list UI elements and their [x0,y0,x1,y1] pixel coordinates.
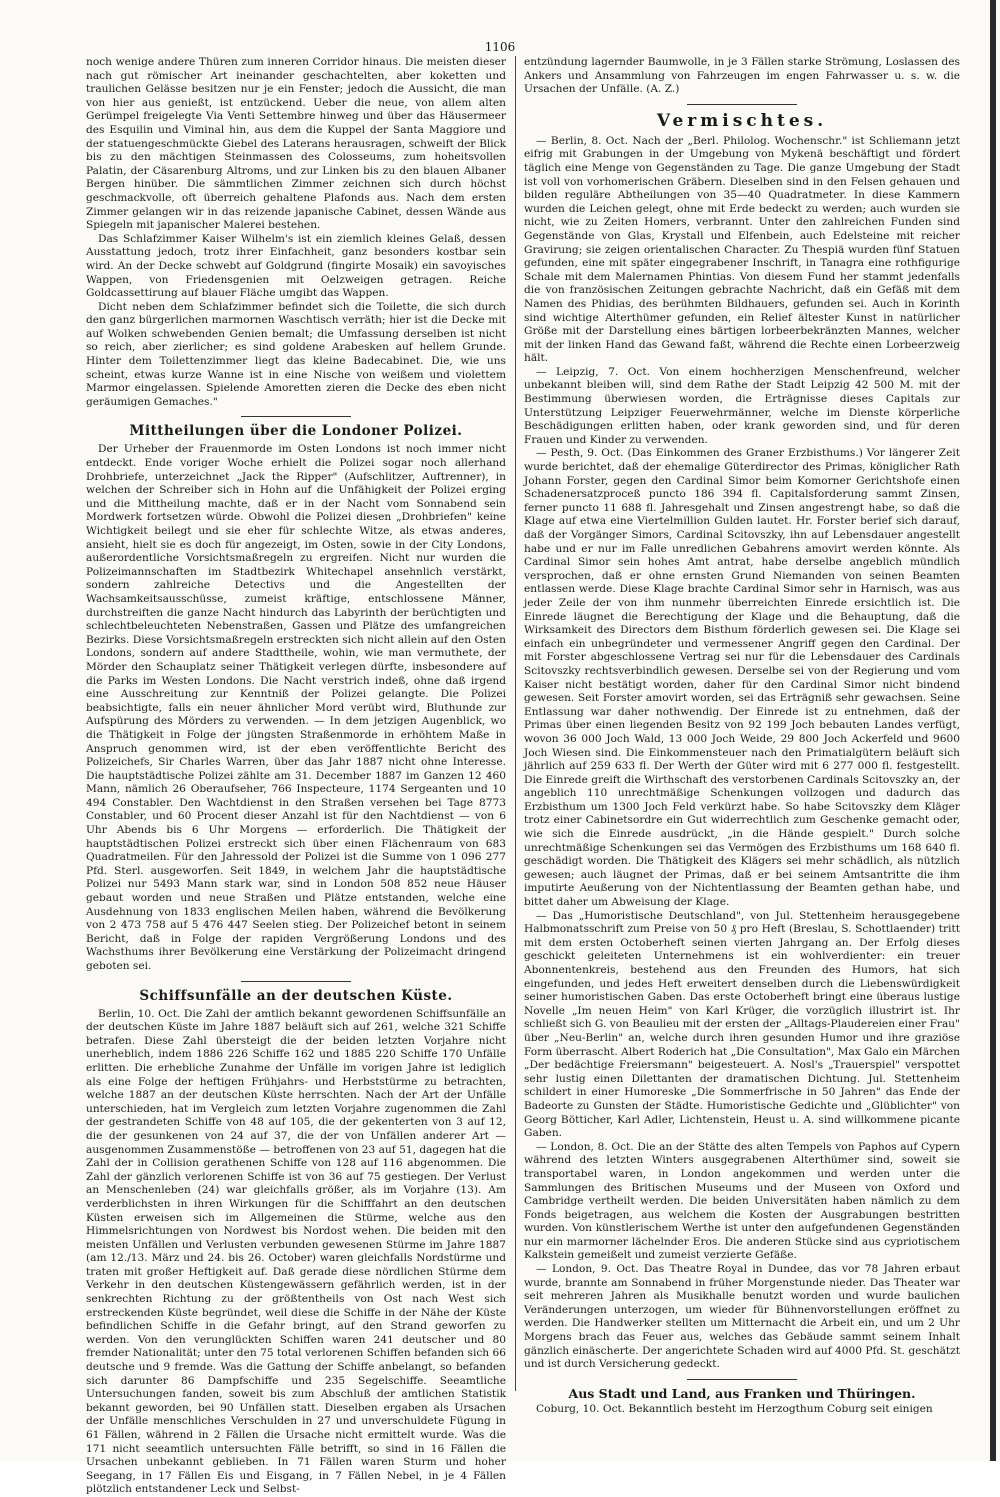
berlin-news-paragraph: — Berlin, 8. Oct. Nach der „Berl. Philolog. Wochenschr." ist Schliemann jetzt eifrig mit Grabungen in der Umgebung von Mykenä beschäftigt und fördert täglich eine Menge von Gegenständen zu Tage. Die ganze Umgebung der Stadt ist voll von vorhomerischen Gräbern. Dieselben sind in den Felsen gehauen und bilden reguläre Abtheilungen von 35—40 Quadratmeter. In diese Kammern wurden die Leichen gelegt, ohne mit Erde bedeckt zu werden; auch wurden sie nicht, wie zu Zeiten Homers, verbrannt. Unter den zahlreichen Funden sind Gegenstände von Glas, Krystall und Elfenbein, auch Edelsteine mit reicher Gravirung; sie zeigen orientalischen Character. Zu Thespiä wurden fünf Statuen gefunden, eine mit später eingegrabener Inschrift, in Tanagra eine rothfigurige Schale mit dem Malernamen Phintias. Von diesem Fund her stammt jedenfalls die von französischen Zeitungen gebrachte Nachricht, daß ein Gefäß mit dem Namen des Phidias, des berühmten Bildhauers, gefunden sei. Auch in Korinth sind wichtige Alterthümer gefunden, ein Relief ältester Kunst in natürlicher Größe mit der Darstellung eines bärtigen lorbeerbekränzten Mannes, welcher mit der linken Hand das Gewand faßt, während die Rechte einen Lorbeerzweig hält. [524,134,960,365]
ship-accidents-paragraph: Berlin, 10. Oct. Die Zahl der amtlich bekannt gewordenen Schiffsunfälle an der deutschen Küste im Jahre 1887 beläuft sich auf 261, welche 321 Schiffe betrafen. Diese Zahl übersteigt die der beiden letzten Vorjahre nicht unerheblich, indem 1886 226 Schiffe 162 und 1885 220 Schiffe 170 Unfälle erlitten. Die erhebliche Zunahme der Unfälle im vorigen Jahre ist lediglich als eine Folge der heftigen Frühjahrs- und Herbststürme zu betrachten, welche 1887 an der deutschen Küste herrschten. Nach der Art der Unfälle unterschieden, hat im Vergleich zum letzten Vorjahre zugenommen die Zahl der gestrandeten Schiffe von 48 auf 105, die der gekenterten von 3 auf 12, die der gesunkenen von 24 auf 37, die der von Unfällen anderer Art — ausgenommen Zusammenstöße — betroffenen von 23 auf 51, dagegen hat die Zahl der in Collision gerathenen Schiffe von 128 auf 116 abgenommen. Die Zahl der gänzlich verlorenen Schiffe ist von 36 auf 75 gestiegen. Der Verlust an Menschenleben (24) war gleichfalls größer, als im Vorjahre (13). Am verderblichsten in ihren Wirkungen für die Schifffahrt an den deutschen Küsten erweisen sich im Allgemeinen die Stürme, welche aus den Himmelsrichtungen von Nordwest bis Nordost wehen. Die beiden mit den meisten Unfällen und Verlusten verbunden gewesenen Stürme im Jahre 1887 (am 12./13. März und 24. bis 26. October) waren gleichfalls Nordstürme und traten mit großer Heftigkeit auf. Daß gerade diese nördlichen Stürme dem Verkehr in den deutschen Küstengewässern gefährlich werden, ist in der senkrechten Richtung zu der größtentheils von Ost nach West sich erstreckenden Küste begründet, weil diese die Schiffe in der Nähe der Küste befindlichen Schiffe in die Gefahr bringt, auf den Strand geworfen zu werden. Von den verunglückten Schiffen waren 241 deutscher und 80 fremder Nationalität; unter den 75 total verlorenen Schiffen befanden sich 66 deutsche und 9 fremde. Was die Gattung der Schiffe anbelangt, so befanden sich darunter 86 Dampfschiffe und 235 Segelschiffe. Seeamtliche Untersuchungen fanden, soweit bis zum Abschluß der amtlichen Statistik bekannt geworden, bei 90 Unfällen statt. Dieselben ergaben als Ursachen der Unfälle menschliches Verschulden in 27 und unverschuldete Fügung in 61 Fällen, während in 2 Fällen die Ursache nicht ermittelt wurde. Was die 171 nicht seeamtlich untersuchten Fälle betrifft, so sind in 16 Fällen die Ursachen unbekannt geblieben. In 71 Fällen waren Sturm und hoher Seegang, in 17 Fällen Eis und Eisgang, in 7 Fällen Nebel, in je 4 Fällen plötzlich entstandener Leck und Selbst- [86,1007,506,1496]
section-divider [687,1379,797,1380]
bedroom-paragraph: Das Schlafzimmer Kaiser Wilhelm's ist ein ziemlich kleines Gelaß, dessen Ausstattung jedoch, trotz ihrer Einfachheit, ganz besonders kostbar sein wird. An der Decke schwebt auf Goldgrund (fingirte Mosaik) ein savoyisches Wappen, von Friedensgenien mit Oelzweigen getragen. Reiche Goldcassettirung auf blauer Fläche umgibt das Wappen. [86,232,506,300]
ship-accidents-continuation: entzündung lagernder Baumwolle, in je 3 Fällen starke Strömung, Loslassen des Ankers und Ansammlung von Fahrzeugen im engen Fahrwasser u. s. w. die Ursachen der Unfälle. (A. Z.) [524,56,960,96]
humoristisches-deutschland-paragraph: — Das „Humoristische Deutschland", von Jul. Stettenheim herausgegebene Halbmonatsschrift zum Preise von 50 ₰ pro Heft (Breslau, S. Schottlaender) tritt mit dem ersten Octoberheft seinen vierten Jahrgang an. Der Erfolg dieses geschickt geleiteten Unternehmens ist ein wohlverdienter: ein treuer Abonnentenkreis, bestehend aus den Freunden des Humors, hat sich eingefunden, und jedes Heft erweitert denselben durch die Liebenswürdigkeit seiner humoristischen Gaben. Das erste Octoberheft bringt eine überaus lustige Novelle „Im neuen Heim" von Karl Krüger, die vorzüglich illustrirt ist. Ihr schließt sich G. von Beaulieu mit der ersten der „Alltags-Plaudereien einer Frau" über „Neu-Berlin" an, welche durch ihren gesunden Humor und ihre graziöse Form überrascht. Albert Roderich hat „Die Consultation", Max Galo ein Märchen „Der bedächtige Freiersmann" beigesteuert. A. Nosl's „Trauerspiel" verspottet sehr lustig einen Dilettanten der dramatischen Dichtung. Jul. Stettenheim schildert in einer Humoreske „Die Sommerfrische in 50 Jahren" das Ende der Badeorte zu Gunsten der Städte. Humoristische Gedichte und „Glüblichter" von Georg Bötticher, Karl Adler, Lichtenstein, Heust u. A. sind willkommene picante Gaben. [524,909,960,1140]
pesth-news-paragraph: — Pesth, 9. Oct. (Das Einkommen des Graner Erzbisthums.) Vor längerer Zeit wurde berichtet, daß der ehemalige Güterdirector des Primas, königlicher Rath Johann Forster, gegen den Cardinal Simor beim Komorner Gerichtshofe einen Schadenersatzproceß puncto 186 394 fl. Capitalsforderung sammt Zinsen, ferner puncto 11 688 fl. Jahresgehalt und Zinsen angestrengt habe, so daß die Klage auf etwa eine Viertelmillion Gulden lautet. Hr. Forster berief sich darauf, daß der Vorgänger Simors, Cardinal Scitovszky, ihn auf Lebensdauer angestellt habe und er nur im Falle unredlichen Gebahrens amovirt werden könnte. Als Cardinal Simor sein hohes Amt antrat, habe derselbe angeblich mündlich versprochen, daß er ohne ernsten Grund Niemanden von seinen Beamten entlassen werde. Diese Klage brachte Cardinal Simor sehr in Harnisch, was aus jeder Zeile der von ihm nunmehr überreichten Einrede ersichtlich ist. Die Einrede läugnet die Berechtigung der Klage und die Behauptung, daß die Wirksamkeit des Directors dem Bisthum förderlich gewesen sei. Die Klage sei einfach ein unbegründeter und vermessener Angriff gegen den Cardinal. Der mit Forster abgeschlossene Vertrag sei nur für die Lebensdauer des Cardinals Scitovszky rechtsverbindlich gewesen. Derselbe sei von der Regierung und vom Kaiser nicht bestätigt worden, daher für den Cardinal Simor nicht bindend gewesen. Seit Forster amovirt worden, sei das Erträgniß sehr gewachsen. Seine Entlassung war daher nothwendig. Der Einrede ist zu entnehmen, daß der Primas über einen liegenden Besitz von 92 199 Joch bebauten Landes verfügt, wovon 36 000 Joch Wald, 13 000 Joch Weide, 29 800 Joch Ackerfeld und 9600 Joch Wiesen sind. Die Einkommensteuer nach den Primatialgütern beläuft sich jährlich auf 259 633 fl. Der Werth der Güter wird mit 6 277 000 fl. festgestellt. Die Einrede greift die Wirthschaft des verstorbenen Cardinals Scitovszky an, der angeblich 110 unrechtmäßige Schenkungen vollzogen und dadurch das Erzbisthum um 1300 Joch Feld verkürzt habe. So habe Scitovszky dem Kläger trotz einer Cabinetsordre ein Gut widerrechtlich zum Geschenke gemacht oder, wie sich die Einrede ausdrückt, „in die Hände gespielt." Durch solche unrechtmäßige Schenkungen sei das Vermögen des Erzbisthums um 168 640 fl. geschädigt worden. Die Thätigkeit des Klägers sei mehr schädlich, als nützlich gewesen; auch läugnet der Primas, daß er bei seinem Amtsantritte die ihm imputirte Aeußerung von der Nichtentlassung der Beamten gethan habe, und bittet daher um Abweisung der Klage. [524,447,960,909]
section-divider [241,416,351,417]
london-police-heading: Mittheilungen über die Londoner Polizei. [129,423,463,440]
vermischtes-heading: Vermischtes. [656,110,828,131]
london-police-paragraph: Der Urheber der Frauenmorde im Osten Londons ist noch immer nicht entdeckt. Ende voriger Woche erhielt die Polizei sogar noch allerhand Drohbriefe, unterzeichnet „Jack the Ripper" (Aufschlitzer, Auftrenner), in welchen der Schreiber sich in Hohn auf die Unfähigkeit der Polizei erging und die Mittheilung machte, daß er in der Nacht vom Sonnabend sein Mordwerk fortsetzen würde. Obwohl die Polizei diesen „Drohbriefen" keine Wichtigkeit beilegt und sie eher für schlechte Witze, als etwas anderes, ansieht, hielt sie es doch für angezeigt, im Osten, sowie in der City Londons, außerordentliche Vorsichtsmaßregeln zu ergreifen. Nicht nur wurden die Polizeimannschaften im Stadtbezirk Whitechapel ansehnlich verstärkt, sondern zahlreiche Detectivs und die Angestellten der Wachsamkeitsausschüsse, zumeist kräftige, entschlossene Männer, durchstreiften die ganze Nacht hindurch das Labyrinth der berüchtigten und schlechtbeleuchteten Nebenstraßen, Gassen und Plätze des umfangreichen Bezirks. Diese Vorsichtsmaßregeln erstreckten sich nicht allein auf den Osten Londons, sondern auf andere Stadttheile, wohin, wie man vermuthete, der Mörder den Schauplatz seiner Thätigkeit verlegen dürfte, insbesondere auf die Parks im Westen Londons. Die Nacht verstrich indeß, ohne daß irgend eine Ausschreitung zur Kenntniß der Polizei gelangte. Die Polizei beabsichtigte, falls ein neuer ähnlicher Mord verübt wird, Bluthunde zur Aufspürung des Mörders zu verwenden. — In dem jetzigen Augenblick, wo die Thätigkeit in Folge der jüngsten Straßenmorde in erhöhtem Maße in Anspruch genommen wird, ist der eben veröffentlichte Bericht des Polizeichefs, Sir Charles Warren, über das Jahr 1887 nicht ohne Interesse. Die hauptstädtische Polizei zählte am 31. December 1887 im Ganzen 12 460 Mann, nämlich 26 Oberaufseher, 766 Inspecteure, 1174 Sergeanten und 10 494 Constabler. Den Wachtdienst in den Straßen versehen bei Tage 8773 Constabler, und 60 Procent dieser Anzahl ist für den Nachtdienst — von 6 Uhr Abends bis 6 Uhr Morgens — erforderlich. Die Thätigkeit der hauptstädtischen Polizei erstreckt sich über einen Flächenraum von 683 Quadratmeilen. Für den Jahressold der Polizei ist die Summe von 1 096 277 Pfd. Sterl. ausgeworfen. Seit 1849, in welchem Jahr die hauptstädtische Polizei nur 5493 Mann stark war, sind in London 508 852 neue Häuser gebaut worden und neue Straßen und Plätze entstanden, welche eine Ausdehnung von 1833 englischen Meilen haben, während die Bevölkerung von 2 473 758 auf 5 476 447 Seelen stieg. Der Polizeichef betont in seinem Bericht, daß in Folge der rapiden Vergrößerung Londons und des Wachsthums ihrer Bevölkerung eine Verstärkung der Polizeimacht dringend geboten sei. [86,443,506,972]
ship-accidents-heading: Schiffsunfälle an der deutschen Küste. [139,987,453,1004]
page-number: 1106 [484,40,516,54]
london-paphos-paragraph: — London, 8. Oct. Die an der Stätte des alten Tempels von Paphos auf Cypern während des letzten Winters ausgegrabenen Alterthümer sind, soweit sie transportabel waren, in London angekommen und werden unter die Sammlungen des Britischen Museums und der Museen von Oxford und Cambridge vertheilt werden. Die beiden Universitäten haben nämlich zu dem Fonds beigetragen, aus welchem die Kosten der Ausgrabungen bestritten wurden. Von künstlerischem Werthe ist unter den aufgefundenen Gegenständen nur ein marmorner lächelnder Eros. Die anderen Stücke sind aus cypriotischem Kalkstein gemeißelt und zumeist verzierte Gefäße. [524,1140,960,1262]
leipzig-news-paragraph: — Leipzig, 7. Oct. Von einem hochherzigen Menschenfreund, welcher unbekannt bleiben will, sind dem Rathe der Stadt Leipzig 42 500 M. mit der Bestimmung überwiesen worden, die Erträgnisse dieses Capitals zur Unterstützung Leipziger Feuerwehrmänner, welche im Dienste körperliche Beschädigungen erlitten haben, oder krank geworden sind, und für deren Frauen und Kinder zu verwenden. [524,365,960,446]
left-column [86,56,506,1496]
london-dundee-paragraph: — London, 9. Oct. Das Theatre Royal in Dundee, das vor 78 Jahren erbaut wurde, brannte am Sonnabend in früher Morgenstunde nieder. Das Theater war seit mehreren Jahren als Musikhalle benutzt worden und wurde baulichen Veränderungen unterzogen, um wieder für Bühnenvorstellungen eröffnet zu werden. Die Handwerker stellten um Mitternacht die Arbeit ein, und um 2 Uhr Morgens brach das Feuer aus, welches das Gebäude sammt seinem Inhalt gänzlich einäscherte. Der angerichtete Schaden wird auf 4000 Pfd. St. geschätzt und ist durch Versicherung gedeckt. [524,1263,960,1371]
article-continuation-paragraph: noch wenige andere Thüren zum inneren Corridor hinaus. Die meisten dieser nach gut römischer Art ineinander geschachtelten, aber koketten und traulichen Gelässe besitzen nur je ein Fenster; jedoch die Aussicht, die man von hier aus genießt, ist entzückend. Ueber die neue, von allem alten Gerümpel freigelegte Via Venti Settembre hinweg und über das Häusermeer des Esquilin und Viminal hin, aus dem die Kuppel der Santa Maggiore und der statuengeschmückte Giebel des Laterans herausragen, schweift der Blick bis zu den mächtigen Steinmassen des Colosseums, zum hoheitsvollen Palatin, der Cäsarenburg Altroms, und zur Linken bis zu den blauen Albaner Bergen hinüber. Die sämmtlichen Zimmer zeichnen sich durch höchst geschmackvolle, oft überreich gehaltene Plafonds aus. Nach dem ersten Zimmer gelangen wir in das reizende japanische Cabinet, dessen Wände aus Spiegeln mit japanischer Malerei bestehen. [86,56,506,232]
toilette-paragraph: Dicht neben dem Schlafzimmer befindet sich die Toilette, die sich durch den ganz bürgerlichen marmornen Waschtisch verräth; hier ist die Decke mit auf Wolken schwebenden Genien bemalt; die Umfassung derselben ist nicht so reich, aber zierlicher; es sind goldene Arabesken auf hellem Grunde. Hinter dem Toilettenzimmer liegt das kleine Badecabinet. Die, wie uns scheint, etwas kurze Wanne ist in eine Nische von weißem und violettem Marmor eingelassen. Spielende Amoretten zieren die Decke des eben nicht geräumigen Gemaches." [86,300,506,408]
coburg-news-paragraph: Coburg, 10. Oct. Bekanntlich besteht im Herzogthum Coburg seit einigen [536,1402,933,1415]
page-binding-edge [990,0,996,1461]
column-rule [515,56,516,1391]
section-divider [241,981,351,982]
regional-news-heading: Aus Stadt und Land, aus Franken und Thüringen. [568,1385,916,1401]
section-divider [687,104,797,105]
right-column [524,56,960,1415]
